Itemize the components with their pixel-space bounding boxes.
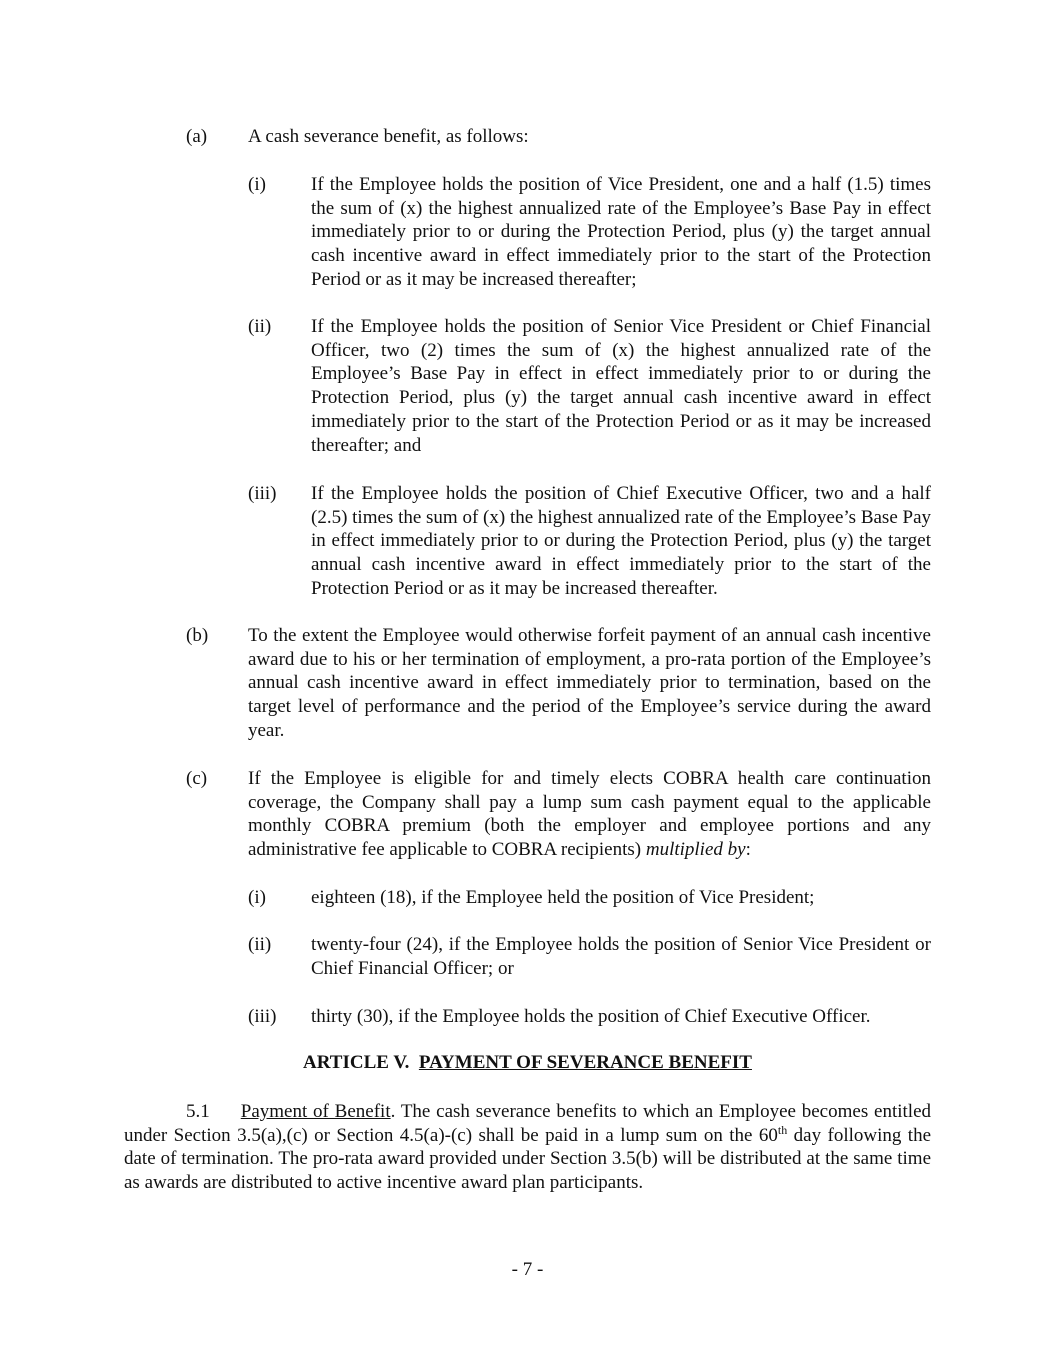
section-5-1: [124, 1100, 931, 1195]
section-5-1-number: 5.1: [186, 1101, 210, 1122]
section-b-label: (b): [186, 625, 209, 646]
section-c-item-iii-text: thirty (30), if the Employee holds the position of Chief Executive Officer.: [311, 1006, 871, 1027]
section-5-1-text-2: day following the date of termination. The pro-rata award provided under Section 3.5(b) will be distributed at the same time as awards are distributed to active incentive award plan participants.: [124, 1124, 932, 1194]
section-a-item-i-label: (i): [248, 174, 266, 195]
section-a-text: A cash severance benefit, as follows:: [248, 126, 529, 147]
section-c-text: [248, 767, 931, 862]
section-c-item-ii-label: (ii): [248, 934, 272, 955]
section-a-item-iii-text: If the Employee holds the position of Chief Executive Officer, two and a half (2.5) times the sum of (x) the highest annualized rate of the Employee’s Base Pay in effect immediately prior to or during the Protection Period, plus (y) the target annual cash incentive award in effect immediately prior to the start of the Protection Period or as it may be increased thereafter.: [311, 483, 931, 599]
section-c-text-main: If the Employee is eligible for and timely elects COBRA health care continuation coverage, the Company shall pay a lump sum cash payment equal to the applicable monthly COBRA premium (both the employer and employee portions and any administrative fee applicable to COBRA recipients): [248, 768, 931, 861]
page-number: - 7 -: [511, 1259, 544, 1280]
article-heading: [124, 1051, 931, 1075]
section-c-label: (c): [186, 768, 208, 789]
section-c-item-ii-text: twenty-four (24), if the Employee holds the position of Senior Vice President or Chief Financial Officer; or: [311, 934, 931, 979]
section-5-1-heading: Payment of Benefit: [240, 1101, 391, 1122]
section-c-text-end: :: [745, 839, 751, 861]
section-5-1-superscript: th: [777, 1122, 788, 1137]
section-a-item-i-text: If the Employee holds the position of Vice President, one and a half (1.5) times the sum of (x) the highest annualized rate of the Employee’s Base Pay in effect immediately prior to or during the Protection Period, plus (y) the target annual cash incentive award in effect immediately prior to the start of the Protection Period or as it may be increased thereafter;: [311, 174, 931, 290]
section-c-item-i-text: eighteen (18), if the Employee held the position of Vice President;: [311, 887, 815, 908]
section-a-item-ii-label: (ii): [248, 316, 272, 337]
section-c-item-i-label: (i): [248, 887, 266, 908]
section-a-item-iii-label: (iii): [248, 483, 277, 504]
section-c-item-iii-label: (iii): [248, 1006, 277, 1027]
section-a-label: (a): [186, 126, 208, 147]
article-title: PAYMENT OF SEVERANCE BENEFIT: [418, 1052, 752, 1073]
section-c-text-italic: multiplied by: [645, 839, 746, 861]
article-prefix: ARTICLE V.: [303, 1052, 410, 1073]
section-b-text: To the extent the Employee would otherwise forfeit payment of an annual cash incentive award due to his or her termination of employment, a pro-rata portion of the Employee’s annual cash incentive award in effect immediately prior to termination, based on the target level of performance and the period of the Employee’s service during the award year.: [248, 625, 931, 741]
section-5-1-text-1: . The cash severance benefits to which an Employee becomes entitled under Section 3.5(a),(c) or Section 4.5(a)-(c) shall be paid in a lump sum on the 60: [124, 1101, 931, 1146]
section-a-item-ii-text: If the Employee holds the position of Senior Vice President or Chief Financial Officer, two (2) times the sum of (x) the highest annualized rate of the Employee’s Base Pay in effect in effect immediately prior to or during the Protection Period, plus (y) the target annual cash incentive award in effect immediately prior to the start of the Protection Period or as it may be increased thereafter; and: [311, 316, 931, 456]
